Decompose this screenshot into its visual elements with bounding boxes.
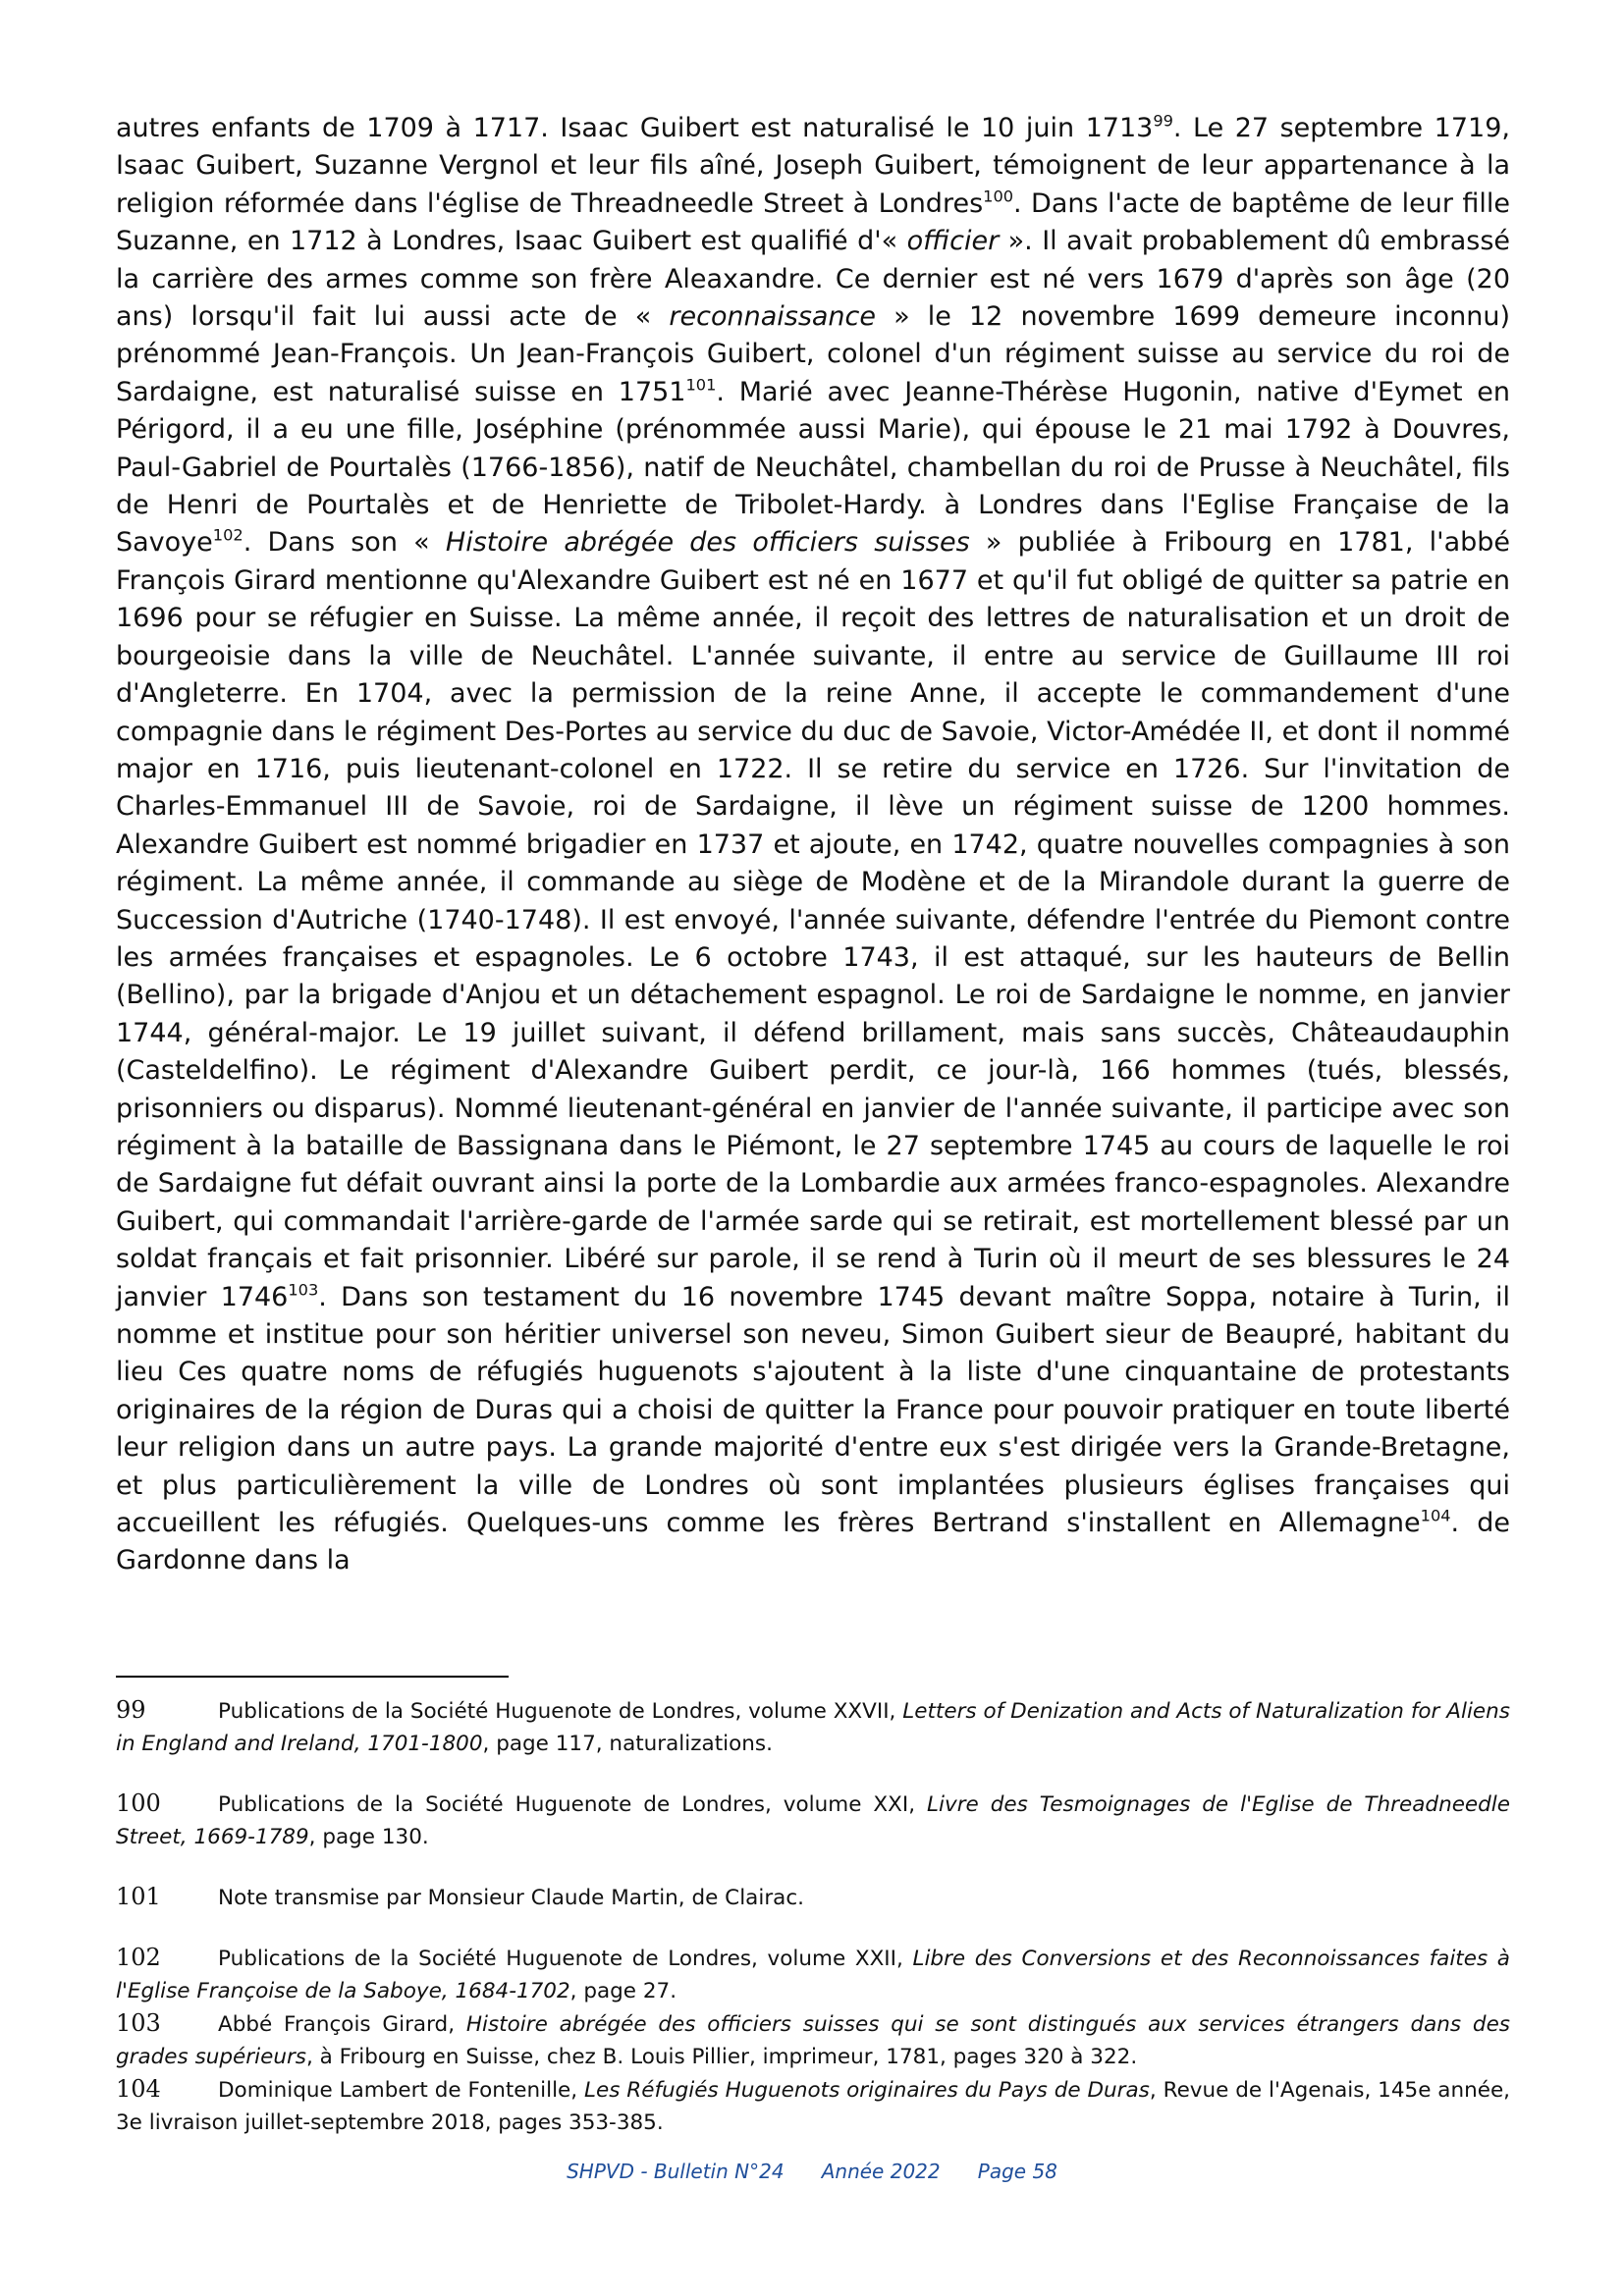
footnote-reference: 99 [1153, 111, 1173, 131]
text-run: Abbé François Girard, [218, 2012, 466, 2037]
footnote-104 [116, 2073, 1510, 2139]
footnote-text [116, 2012, 1510, 2069]
text-run: ». Il avait probablement dû embrassé la carrière des armes comme son frère Aleaxandre. Ce dernier est né vers 1679 d'après son âge (20 ans) lorsqu'il fait lui aussi acte de « [116, 226, 1510, 333]
text-run: . de Gardonne dans la [116, 1508, 1510, 1576]
footnote-separator [116, 1676, 509, 1678]
footnote-number: 99 [116, 1696, 146, 1724]
italic-text: Letters of Denization and Acts of Naturalization for Aliens in England and Ireland, 1701-1800 [116, 1699, 1510, 1756]
text-run: . Marié avec Jeanne-Thérèse Hugonin, native d'Eymet en Périgord, il a eu une fille, Joséphine (prénommée aussi Marie), qui épouse le 21 mai 1792 à Douvres, Paul-Gabriel de Pourtalès (1766-1856), natif de Neuchâtel, chambellan du roi de Prusse à Neuchâtel, fils de Henri de Pourtalès et de Henriette de Tribolet-Hardy. à Londres dans l'Eglise Française de la Savoye [116, 376, 1510, 559]
text-run: Publications de la Société Huguenote de Londres, volume XXII, [218, 1947, 913, 1971]
page-footer [0, 2160, 1624, 2183]
text-run: , Revue de l'Agenais, 145e année, 3e livraison juillet-septembre 2018, pages 353-385. [116, 2078, 1511, 2135]
footnote-reference: 101 [685, 375, 717, 395]
italic-text: reconnaissance [669, 301, 877, 333]
footnote-number: 103 [116, 2009, 161, 2037]
footnote-100 [116, 1788, 1510, 1853]
text-run: , page 27. [569, 1979, 677, 2003]
footnote-reference: 103 [288, 1280, 319, 1300]
footer-year: Année 2022 [821, 2160, 941, 2183]
text-run: . Dans l'acte de baptême de leur fille Suzanne, en 1712 à Londres, Isaac Guibert est qualifié d'« [116, 187, 1510, 257]
footnote-reference: 100 [983, 187, 1014, 206]
footnote-number: 100 [116, 1789, 161, 1817]
text-run: Publications de la Société Huguenote de Londres, volume XXVII, [218, 1699, 903, 1724]
text-run: . Dans son « [243, 527, 446, 559]
text-run: Note transmise par Monsieur Claude Martin, de Clairac. [218, 1886, 804, 1910]
italic-text: Libre des Conversions et des Reconnoissances faites à l'Eglise Françoise de la Saboye, 1684-1702 [116, 1947, 1510, 2003]
italic-text: officier [906, 226, 1000, 257]
footer-publication: SHPVD - Bulletin N°24 [567, 2160, 785, 2183]
footnote-103 [116, 2007, 1510, 2073]
text-run: , à Fribourg en Suisse, chez B. Louis Pillier, imprimeur, 1781, pages 320 à 322. [305, 2045, 1138, 2069]
italic-text: Livre des Tesmoignages de l'Eglise de Threadneedle Street, 1669-1789 [116, 1792, 1510, 1849]
body-paragraph [116, 110, 1510, 1580]
text-run: autres enfants de 1709 à 1717. Isaac Guibert est naturalisé le 10 juin 1713 [116, 113, 1154, 143]
text-run: , page 117, naturalizations. [482, 1732, 773, 1756]
text-run: Dominique Lambert de Fontenille, [218, 2078, 584, 2103]
footnote-text [116, 2078, 1510, 2135]
text-run: , page 130. [308, 1825, 429, 1849]
main-text [116, 110, 1510, 1580]
footnote-reference: 104 [1420, 1506, 1451, 1525]
italic-text: Les Réfugiés Huguenots originaires du Pays de Duras [584, 2078, 1150, 2103]
footnote-text [116, 1699, 1510, 1756]
text-run: . Dans son testament du 16 novembre 1745 devant maître Soppa, notaire à Turin, il nomme et institue pour son héritier universel son neveu, Simon Guibert sieur de Beaupré, habitant du lieu Ces quatre noms de réfugiés huguenots s'ajoutent à la liste d'une cinquantaine de protestants originaires de la région de Duras qui a choisi de quitter la France pour pouvoir pratiquer en toute liberté leur religion dans un autre pays. La grande majorité d'entre eux s'est dirigée vers la Grande-Bretagne, et plus particulièrement la ville de Londres où sont implantées plusieurs églises françaises qui accueillent les réfugiés. Quelques-uns comme les frères Bertrand s'installent en Allemagne [116, 1281, 1510, 1539]
footnote-102 [116, 1942, 1510, 2007]
footnote-101 [116, 1881, 1510, 1914]
footnote-number: 102 [116, 1944, 161, 1971]
footnote-text [116, 1792, 1510, 1849]
footer-page-number: Page 58 [977, 2160, 1057, 2183]
italic-text: Histoire abrégée des officiers suisses qui se sont distingués aux services étrangers dans des grades supérieurs [116, 2012, 1511, 2069]
text-run: » le 12 novembre 1699 demeure inconnu) prénommé Jean-François. Un Jean-François Guibert, colonel d'un régiment suisse au service du roi de Sardaigne, est naturalisé suisse en 1751 [116, 301, 1510, 407]
text-run: Publications de la Société Huguenote de Londres, volume XXI, [218, 1792, 928, 1817]
text-run: . Le 27 septembre 1719, Isaac Guibert, Suzanne Vergnol et leur fils aîné, Joseph Guibert, témoignent de leur appartenance à la religion réformée dans l'église de Threadneedle Street à Londres [116, 113, 1510, 219]
footnote-number: 104 [116, 2075, 161, 2103]
footnote-text [116, 1947, 1510, 2003]
text-run: » publiée à Fribourg en 1781, l'abbé François Girard mentionne qu'Alexandre Guibert est né en 1677 et qu'il fut obligé de quitter sa patrie en 1696 pour se réfugier en Suisse. La même année, il reçoit des lettres de naturalisation et un droit de bourgeoisie dans la ville de Neuchâtel. L'année suivante, il entre au service de Guillaume III roi d'Angleterre. En 1704, avec la permission de la reine Anne, il accepte le commandement d'une compagnie dans le régiment Des-Portes au service du duc de Savoie, Victor-Amédée II, et dont il nommé major en 1716, puis lieutenant-colonel en 1722. Il se retire du service en 1726. Sur l'invitation de Charles-Emmanuel III de Savoie, roi de Sardaigne, il lève un régiment suisse de 1200 hommes. Alexandre Guibert est nommé brigadier en 1737 et ajoute, en 1742, quatre nouvelles compagnies à son régiment. La même année, il commande au siège de Modène et de la Mirandole durant la guerre de Succession d'Autriche (1740-1748). Il est envoyé, l'année suivante, défendre l'entrée du Piemont contre les armées françaises et espagnoles. Le 6 octobre 1743, il est attaqué, sur les hauteurs de Bellin (Bellino), par la brigade d'Anjou et un détachement espagnol. Le roi de Sardaigne le nomme, en janvier 1744, général-major. Le 19 juillet suivant, il défend brillament, mais sans succès, Châteaudauphin (Casteldelfino). Le régiment d'Alexandre Guibert perdit, ce jour-là, 166 hommes (tués, blessés, prisonniers ou disparus). Nommé lieutenant-général en janvier de l'année suivante, il participe avec son régiment à la bataille de Bassignana dans le Piémont, le 27 septembre 1745 au cours de laquelle le roi de Sardaigne fut défait ouvrant ainsi la porte de la Lombardie aux armées franco-espagnoles. Alexandre Guibert, qui commandait l'arrière-garde de l'armée sarde qui se retirait, est mortellement blessé par un soldat français et fait prisonnier. Libéré sur parole, il se rend à Turin où il meurt de ses blessures le 24 janvier 1746 [116, 527, 1511, 1312]
footnote-text [218, 1886, 804, 1910]
footnotes [116, 1694, 1510, 2139]
footnote-reference: 102 [212, 525, 244, 545]
footnote-99 [116, 1694, 1510, 1760]
footnote-number: 101 [116, 1883, 161, 1910]
italic-text: Histoire abrégée des officiers suisses [445, 527, 970, 559]
